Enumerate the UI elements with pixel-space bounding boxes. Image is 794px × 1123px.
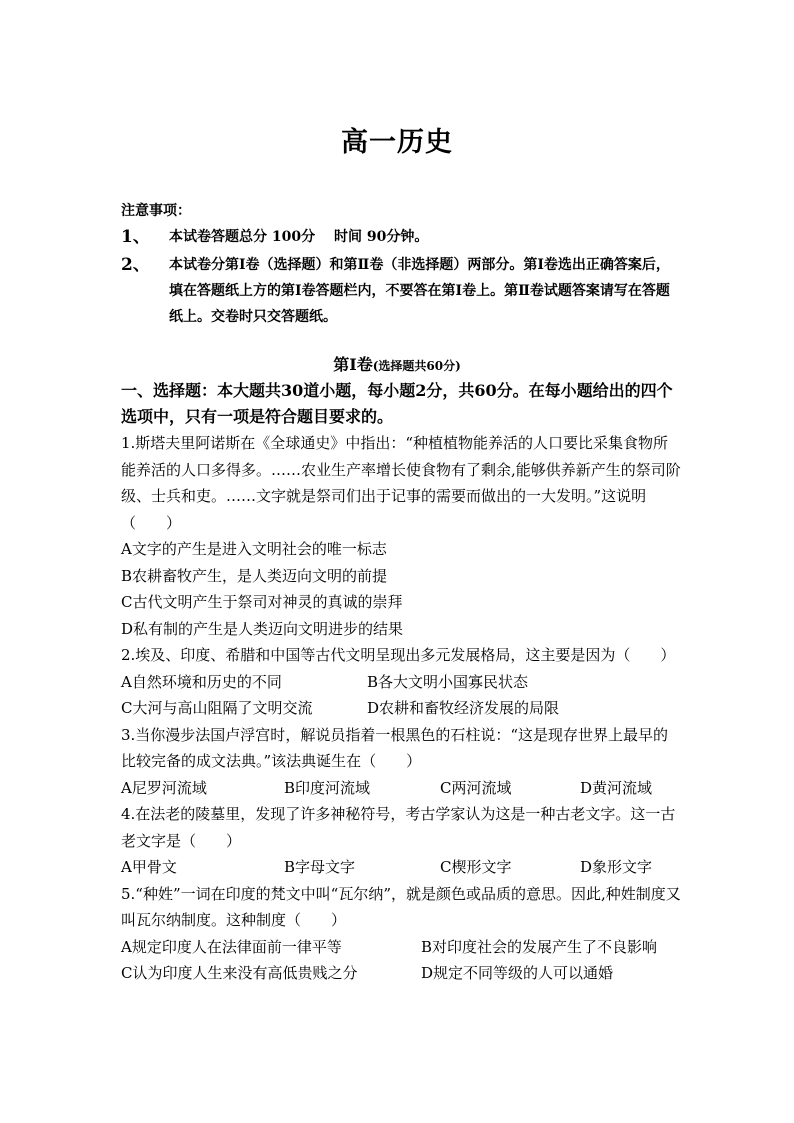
notice-block [121,200,681,330]
option-c: C两河流域 [440,778,512,797]
section-instructions: 一、选择题：本大题共30道小题，每小题2分，共60分。在每小题给出的四个选项中，只有一项是符合题目要求的。 [121,381,673,426]
question-stem: 1.斯塔夫里阿诺斯在《全球通史》中指出：“种植植物能养活的人口要比采集食物所能养活的人口多得多。……农业生产率增长使食物有了剩余,能够供养新产生的祭司阶级、士兵和吏。……文字就是祭司们出于记事的需要而做出的一大发明。”这说明（ ） [121,434,681,532]
option-c: C大河与高山阻隔了文明交流 [121,699,313,717]
option-b: B各大文明小国寡民状态 [367,672,529,691]
option-row [121,854,681,881]
option-row [121,775,681,802]
option-c: C楔形文字 [440,858,512,876]
option-a: A甲骨文 [121,858,177,876]
option-d: D私有制的产生是人类迈向文明进步的结果 [121,619,404,638]
question-content [121,378,681,987]
option-a: A文字的产生是进入文明社会的唯一标志 [121,540,387,558]
section-note: (选择题共60分) [372,359,461,373]
option-d: D农耕和畜牧经济发展的局限 [367,699,560,717]
option-d: D黄河流域 [580,778,653,797]
notice-item [121,224,681,250]
option-a: A尼罗河流域 [121,778,207,797]
notice-text: 本试卷答题总分 100分 时间 90分钟。 [169,229,429,245]
option-b: B对印度社会的发展产生了不良影响 [421,937,658,956]
option-d: D规定不同等级的人可以通婚 [421,964,614,982]
section-heading [0,352,794,375]
option-c: C古代文明产生于祭司对神灵的真诚的崇拜 [121,593,403,611]
option-c: C认为印度人生来没有高低贵贱之分 [121,964,358,982]
notice-number: 2、 [121,255,150,275]
question-stem: 2.埃及、印度、希腊和中国等古代文明呈现出多元发展格局，这主要是因为（ ） [121,646,676,664]
question-stem: 3.当你漫步法国卢浮宫时，解说员指着一根黑色的石柱说：“这是现存世界上最早的比较完备的成文法典。”该法典诞生在（ ） [121,725,668,770]
notice-item [121,252,681,330]
question-stem: 4.在法老的陵墓里，发现了许多神秘符号，考古学家认为这是一种古老文字。这一古老文字是（ ） [121,805,676,850]
section-title: 第Ⅰ卷 [333,355,373,374]
notice-text: 本试卷分第Ⅰ卷（选择题）和第Ⅱ卷（非选择题）两部分。第Ⅰ卷选出正确答案后，填在答题纸上方的第Ⅰ卷答题栏内，不要答在第Ⅰ卷上。第Ⅱ卷试题答案请写在答题纸上。交卷时只交答题纸。 [169,257,670,325]
option-row [121,695,681,722]
question-stem: 5.“种姓”一词在印度的梵文中叫“瓦尔纳”，就是颜色或品质的意思。因此,种姓制度又叫瓦尔纳制度。这种制度（ ） [121,884,681,929]
page-title: 高一历史 [341,127,453,158]
option-row [121,934,681,961]
option-row [121,960,681,987]
option-a: A自然环境和历史的不同 [121,672,282,691]
option-b: B农耕畜牧产生，是人类迈向文明的前提 [121,566,388,585]
notice-number: 1、 [121,227,150,247]
option-d: D象形文字 [580,858,653,876]
option-row [121,669,681,696]
option-b: B字母文字 [284,858,356,876]
option-a: A规定印度人在法律面前一律平等 [121,937,342,956]
notice-heading: 注意事项： [121,203,191,219]
option-b: B印度河流域 [284,778,371,797]
